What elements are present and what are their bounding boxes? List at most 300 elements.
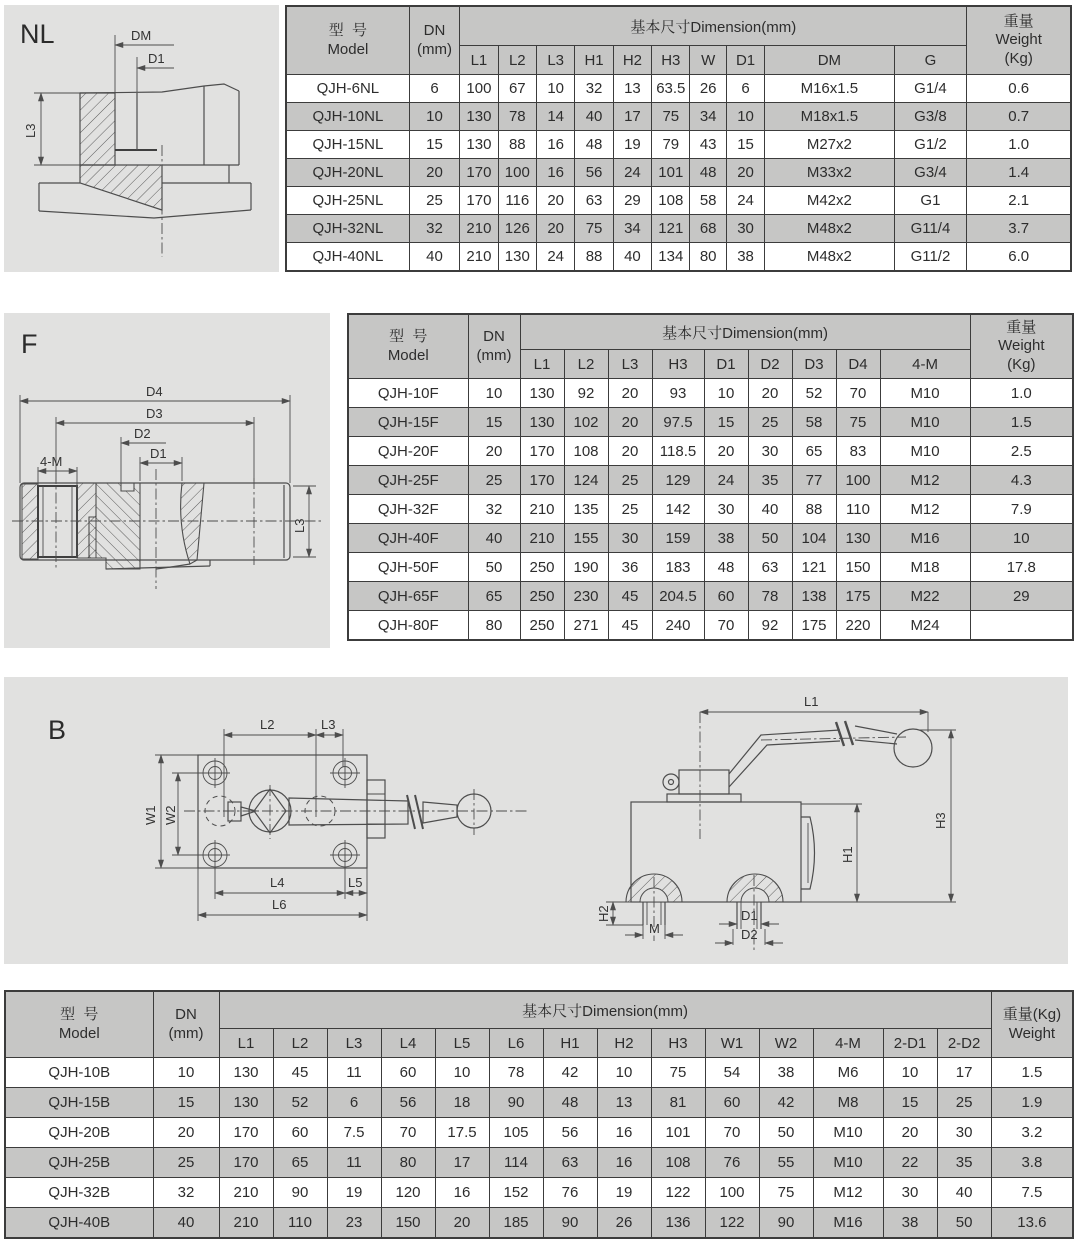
value-cell: 25: [608, 466, 652, 495]
dim-label-4m: 4-M: [40, 454, 63, 469]
value-cell: 25: [409, 187, 460, 215]
table-row: [5, 1178, 1073, 1208]
value-cell: 2.5: [970, 437, 1073, 466]
value-cell: 40: [937, 1178, 991, 1208]
value-cell: 130: [460, 103, 498, 131]
value-cell: 136: [651, 1208, 705, 1239]
value-cell: 58: [792, 408, 836, 437]
value-cell: 42: [543, 1058, 597, 1088]
value-cell: 16: [597, 1118, 651, 1148]
value-cell: 65: [792, 437, 836, 466]
value-cell: M24: [880, 611, 970, 641]
value-cell: M27x2: [765, 131, 894, 159]
dn-header: [153, 991, 219, 1058]
value-cell: 65: [273, 1148, 327, 1178]
value-cell: M10: [880, 408, 970, 437]
value-cell: 17: [937, 1058, 991, 1088]
value-cell: 23: [327, 1208, 381, 1239]
model-cell: QJH-65F: [348, 582, 468, 611]
value-cell: 13.6: [991, 1208, 1073, 1239]
value-cell: 10: [726, 103, 764, 131]
model-cell: QJH-80F: [348, 611, 468, 641]
value-cell: 170: [520, 466, 564, 495]
value-cell: G11/2: [894, 243, 967, 272]
dim-column-header: L3: [327, 1029, 381, 1058]
value-cell: 10: [536, 75, 574, 103]
model-header-cn: 型 号: [389, 328, 428, 346]
value-cell: 52: [792, 379, 836, 408]
value-cell: G11/4: [894, 215, 967, 243]
value-cell: M18x1.5: [765, 103, 894, 131]
value-cell: 40: [748, 495, 792, 524]
value-cell: 26: [690, 75, 726, 103]
value-cell: M16: [880, 524, 970, 553]
dim-column-header: L2: [273, 1029, 327, 1058]
value-cell: 120: [381, 1178, 435, 1208]
value-cell: 10: [970, 524, 1073, 553]
value-cell: M42x2: [765, 187, 894, 215]
table-row: [5, 1088, 1073, 1118]
value-cell: 75: [836, 408, 880, 437]
value-cell: 58: [690, 187, 726, 215]
value-cell: 114: [489, 1148, 543, 1178]
value-cell: 170: [219, 1148, 273, 1178]
dim-column-header: L3: [536, 46, 574, 75]
value-cell: 90: [759, 1208, 813, 1239]
dim-column-header: L1: [460, 46, 498, 75]
value-cell: 34: [613, 215, 651, 243]
value-cell: 60: [381, 1058, 435, 1088]
value-cell: 40: [575, 103, 613, 131]
dim-column-header: D4: [836, 350, 880, 379]
table-row: [348, 495, 1073, 524]
dim-label-l3: L3: [23, 123, 38, 138]
dim-column-header: W: [690, 46, 726, 75]
value-cell: 185: [489, 1208, 543, 1239]
value-cell: 210: [460, 215, 498, 243]
value-cell: M10: [813, 1148, 883, 1178]
model-cell: QJH-32NL: [286, 215, 409, 243]
value-cell: M48x2: [765, 215, 894, 243]
value-cell: 67: [498, 75, 536, 103]
value-cell: 78: [498, 103, 536, 131]
value-cell: 30: [748, 437, 792, 466]
value-cell: 100: [705, 1178, 759, 1208]
dim-column-header: D1: [726, 46, 764, 75]
value-cell: 75: [652, 103, 690, 131]
value-cell: 80: [468, 611, 520, 641]
dim-column-header: L2: [498, 46, 536, 75]
value-cell: 20: [435, 1208, 489, 1239]
value-cell: 15: [409, 131, 460, 159]
value-cell: 240: [652, 611, 704, 641]
value-cell: 20: [536, 187, 574, 215]
value-cell: 10: [883, 1058, 937, 1088]
nl-drawing: [4, 5, 279, 272]
dim-label-h3: H3: [933, 812, 948, 829]
value-cell: 29: [970, 582, 1073, 611]
value-cell: 38: [883, 1208, 937, 1239]
figure-label-f: F: [21, 329, 38, 359]
value-cell: 130: [219, 1088, 273, 1118]
value-cell: 16: [597, 1148, 651, 1178]
b-drawing: [4, 677, 1068, 964]
value-cell: 60: [705, 1088, 759, 1118]
value-cell: 155: [564, 524, 608, 553]
value-cell: 1.5: [970, 408, 1073, 437]
value-cell: 3.2: [991, 1118, 1073, 1148]
value-cell: 25: [748, 408, 792, 437]
value-cell: 80: [381, 1148, 435, 1178]
value-cell: 63: [575, 187, 613, 215]
value-cell: 20: [726, 159, 764, 187]
value-cell: 24: [536, 243, 574, 272]
dimension-header: 基本尺寸Dimension(mm): [460, 6, 967, 46]
value-cell: 29: [613, 187, 651, 215]
dim-label-l5: L5: [348, 875, 363, 890]
model-cell: QJH-15NL: [286, 131, 409, 159]
value-cell: 17.8: [970, 553, 1073, 582]
value-cell: 19: [327, 1178, 381, 1208]
value-cell: 101: [651, 1118, 705, 1148]
value-cell: 6: [327, 1088, 381, 1118]
value-cell: 56: [381, 1088, 435, 1118]
value-cell: G1/2: [894, 131, 967, 159]
value-cell: 15: [726, 131, 764, 159]
value-cell: 60: [273, 1118, 327, 1148]
value-cell: M8: [813, 1088, 883, 1118]
dim-column-header: D2: [748, 350, 792, 379]
value-cell: 79: [652, 131, 690, 159]
dim-label-d1-b: D1: [741, 908, 758, 923]
table-row: [348, 408, 1073, 437]
value-cell: 70: [704, 611, 748, 641]
value-cell: 220: [836, 611, 880, 641]
value-cell: 54: [705, 1058, 759, 1088]
model-header-cn: 型 号: [60, 1006, 99, 1024]
value-cell: M48x2: [765, 243, 894, 272]
dim-label-w2: W2: [163, 805, 178, 825]
value-cell: 110: [273, 1208, 327, 1239]
value-cell: 134: [652, 243, 690, 272]
value-cell: 271: [564, 611, 608, 641]
value-cell: 122: [705, 1208, 759, 1239]
dim-label-l4: L4: [270, 875, 285, 890]
dim-label-m: M: [649, 921, 660, 936]
value-cell: 130: [219, 1058, 273, 1088]
value-cell: 17: [613, 103, 651, 131]
value-cell: 6: [409, 75, 460, 103]
value-cell: 20: [748, 379, 792, 408]
dim-label-h2: H2: [596, 905, 611, 922]
value-cell: 150: [381, 1208, 435, 1239]
value-cell: 70: [705, 1118, 759, 1148]
model-cell: QJH-40B: [5, 1208, 153, 1239]
value-cell: 48: [575, 131, 613, 159]
value-cell: 55: [759, 1148, 813, 1178]
value-cell: 210: [520, 495, 564, 524]
dim-label-l6: L6: [272, 897, 287, 912]
value-cell: 10: [597, 1058, 651, 1088]
value-cell: 230: [564, 582, 608, 611]
table-row: [286, 75, 1071, 103]
dim-column-header: L3: [608, 350, 652, 379]
value-cell: 81: [651, 1088, 705, 1118]
value-cell: 78: [489, 1058, 543, 1088]
model-cell: QJH-25NL: [286, 187, 409, 215]
b-dimensions-table: [4, 990, 1074, 1239]
model-cell: QJH-20F: [348, 437, 468, 466]
value-cell: 40: [409, 243, 460, 272]
value-cell: 13: [597, 1088, 651, 1118]
value-cell: 88: [792, 495, 836, 524]
value-cell: 45: [273, 1058, 327, 1088]
value-cell: 135: [564, 495, 608, 524]
dim-column-header: H2: [597, 1029, 651, 1058]
value-cell: 130: [520, 379, 564, 408]
value-cell: 38: [759, 1058, 813, 1088]
value-cell: 15: [704, 408, 748, 437]
table-row: [348, 437, 1073, 466]
model-header-en: Model: [387, 346, 429, 364]
value-cell: M12: [880, 466, 970, 495]
model-cell: QJH-20B: [5, 1118, 153, 1148]
dim-label-d2: D2: [741, 927, 758, 942]
value-cell: 20: [608, 408, 652, 437]
value-cell: 100: [498, 159, 536, 187]
value-cell: 102: [564, 408, 608, 437]
value-cell: 15: [883, 1088, 937, 1118]
value-cell: 22: [883, 1148, 937, 1178]
value-cell: 32: [468, 495, 520, 524]
dim-column-header: 4-M: [880, 350, 970, 379]
dim-column-header: W1: [705, 1029, 759, 1058]
value-cell: 78: [748, 582, 792, 611]
dim-column-header: 2-D1: [883, 1029, 937, 1058]
value-cell: 92: [748, 611, 792, 641]
value-cell: 15: [153, 1088, 219, 1118]
value-cell: 70: [836, 379, 880, 408]
value-cell: 210: [219, 1208, 273, 1239]
value-cell: 210: [219, 1178, 273, 1208]
value-cell: 152: [489, 1178, 543, 1208]
value-cell: 110: [836, 495, 880, 524]
value-cell: 20: [883, 1118, 937, 1148]
value-cell: 124: [564, 466, 608, 495]
value-cell: 32: [575, 75, 613, 103]
dim-column-header: H3: [652, 350, 704, 379]
table-row: [348, 582, 1073, 611]
value-cell: 24: [613, 159, 651, 187]
weight-header: [991, 991, 1073, 1058]
dimension-header: 基本尺寸Dimension(mm): [219, 991, 991, 1029]
value-cell: 50: [468, 553, 520, 582]
figure-label-b: B: [48, 715, 67, 745]
value-cell: 170: [460, 159, 498, 187]
value-cell: 16: [536, 131, 574, 159]
value-cell: 25: [608, 495, 652, 524]
dim-label-l3-b: L3: [321, 717, 336, 732]
table-row: [286, 131, 1071, 159]
f-table-section: [347, 313, 1072, 641]
value-cell: 20: [468, 437, 520, 466]
value-cell: 40: [468, 524, 520, 553]
model-cell: QJH-25F: [348, 466, 468, 495]
value-cell: M10: [813, 1118, 883, 1148]
dn-header: [409, 6, 460, 75]
value-cell: 204.5: [652, 582, 704, 611]
value-cell: M10: [880, 437, 970, 466]
dimension-header: 基本尺寸Dimension(mm): [520, 314, 970, 350]
value-cell: 210: [520, 524, 564, 553]
value-cell: 90: [489, 1088, 543, 1118]
value-cell: 90: [273, 1178, 327, 1208]
value-cell: 130: [520, 408, 564, 437]
value-cell: M6: [813, 1058, 883, 1088]
f-drawing: [4, 313, 330, 648]
value-cell: 38: [726, 243, 764, 272]
dim-label-d4: D4: [146, 384, 163, 399]
dim-column-header: L2: [564, 350, 608, 379]
table-row: [286, 103, 1071, 131]
value-cell: 0.7: [967, 103, 1071, 131]
value-cell: 42: [759, 1088, 813, 1118]
model-header: [348, 314, 468, 379]
value-cell: 2.1: [967, 187, 1071, 215]
dim-label-l2: L2: [260, 717, 275, 732]
value-cell: 48: [704, 553, 748, 582]
dim-column-header: H1: [543, 1029, 597, 1058]
weight-header-en: Weight: [995, 31, 1042, 49]
value-cell: 14: [536, 103, 574, 131]
value-cell: 70: [381, 1118, 435, 1148]
value-cell: 60: [704, 582, 748, 611]
value-cell: 126: [498, 215, 536, 243]
value-cell: 19: [613, 131, 651, 159]
value-cell: 122: [651, 1178, 705, 1208]
dim-column-header: DM: [765, 46, 894, 75]
value-cell: 35: [937, 1148, 991, 1178]
value-cell: 76: [705, 1148, 759, 1178]
value-cell: [970, 611, 1073, 641]
table-row: [5, 1058, 1073, 1088]
dim-column-header: H1: [575, 46, 613, 75]
value-cell: 175: [836, 582, 880, 611]
value-cell: M12: [813, 1178, 883, 1208]
dim-column-header: H3: [652, 46, 690, 75]
dim-label-l3-f: L3: [292, 518, 307, 533]
dim-label-w1: W1: [143, 805, 158, 825]
value-cell: 108: [652, 187, 690, 215]
value-cell: 20: [536, 215, 574, 243]
model-cell: QJH-15B: [5, 1088, 153, 1118]
value-cell: 13: [613, 75, 651, 103]
value-cell: 88: [575, 243, 613, 272]
value-cell: 3.7: [967, 215, 1071, 243]
dim-column-header: L1: [520, 350, 564, 379]
value-cell: 83: [836, 437, 880, 466]
value-cell: 30: [608, 524, 652, 553]
dn-header-line1: DN: [175, 1006, 197, 1024]
model-cell: QJH-40F: [348, 524, 468, 553]
value-cell: 68: [690, 215, 726, 243]
value-cell: 11: [327, 1148, 381, 1178]
model-cell: QJH-10NL: [286, 103, 409, 131]
value-cell: 20: [153, 1118, 219, 1148]
value-cell: 104: [792, 524, 836, 553]
value-cell: 45: [608, 582, 652, 611]
value-cell: 129: [652, 466, 704, 495]
value-cell: 0.6: [967, 75, 1071, 103]
value-cell: 20: [704, 437, 748, 466]
nl-table-section: [285, 5, 1072, 272]
f-table-body: [348, 379, 1073, 641]
value-cell: 75: [759, 1178, 813, 1208]
f-dimensions-table: [347, 313, 1074, 641]
value-cell: 138: [792, 582, 836, 611]
value-cell: 1.4: [967, 159, 1071, 187]
value-cell: 250: [520, 582, 564, 611]
value-cell: 101: [652, 159, 690, 187]
weight-header-unit: (Kg): [1007, 355, 1036, 373]
value-cell: 170: [520, 437, 564, 466]
model-cell: QJH-32B: [5, 1178, 153, 1208]
value-cell: 43: [690, 131, 726, 159]
table-row: [286, 243, 1071, 272]
value-cell: 50: [748, 524, 792, 553]
weight-header-en: Weight: [998, 337, 1045, 355]
value-cell: 10: [704, 379, 748, 408]
value-cell: 20: [608, 437, 652, 466]
value-cell: 190: [564, 553, 608, 582]
model-cell: QJH-10B: [5, 1058, 153, 1088]
b-table-body: [5, 1058, 1073, 1239]
dim-column-header: L5: [435, 1029, 489, 1058]
dim-label-h1: H1: [840, 846, 855, 863]
value-cell: 100: [460, 75, 498, 103]
value-cell: 75: [575, 215, 613, 243]
value-cell: 40: [613, 243, 651, 272]
nl-table-body: [286, 75, 1071, 272]
value-cell: G3/8: [894, 103, 967, 131]
table-row: [5, 1118, 1073, 1148]
table-row: [348, 524, 1073, 553]
dim-label-d1: D1: [148, 51, 165, 66]
value-cell: 175: [792, 611, 836, 641]
value-cell: 3.8: [991, 1148, 1073, 1178]
dim-column-header: D1: [704, 350, 748, 379]
table-row: [286, 159, 1071, 187]
dim-label-dm: DM: [131, 28, 152, 43]
value-cell: 108: [651, 1148, 705, 1178]
weight-header-cn: 重量(Kg): [1002, 1006, 1062, 1024]
model-header: [286, 6, 409, 75]
value-cell: 10: [468, 379, 520, 408]
dim-label-d2: D2: [134, 426, 151, 441]
value-cell: G1/4: [894, 75, 967, 103]
model-header: [5, 991, 153, 1058]
dn-header-line2: (mm): [168, 1024, 204, 1042]
value-cell: 48: [543, 1088, 597, 1118]
value-cell: 130: [460, 131, 498, 159]
value-cell: 45: [608, 611, 652, 641]
value-cell: 15: [468, 408, 520, 437]
figure-label-nl: NL: [20, 19, 55, 49]
value-cell: G1: [894, 187, 967, 215]
value-cell: 26: [597, 1208, 651, 1239]
dim-label-l1: L1: [804, 694, 819, 709]
dn-header-line2: (mm): [416, 40, 452, 58]
